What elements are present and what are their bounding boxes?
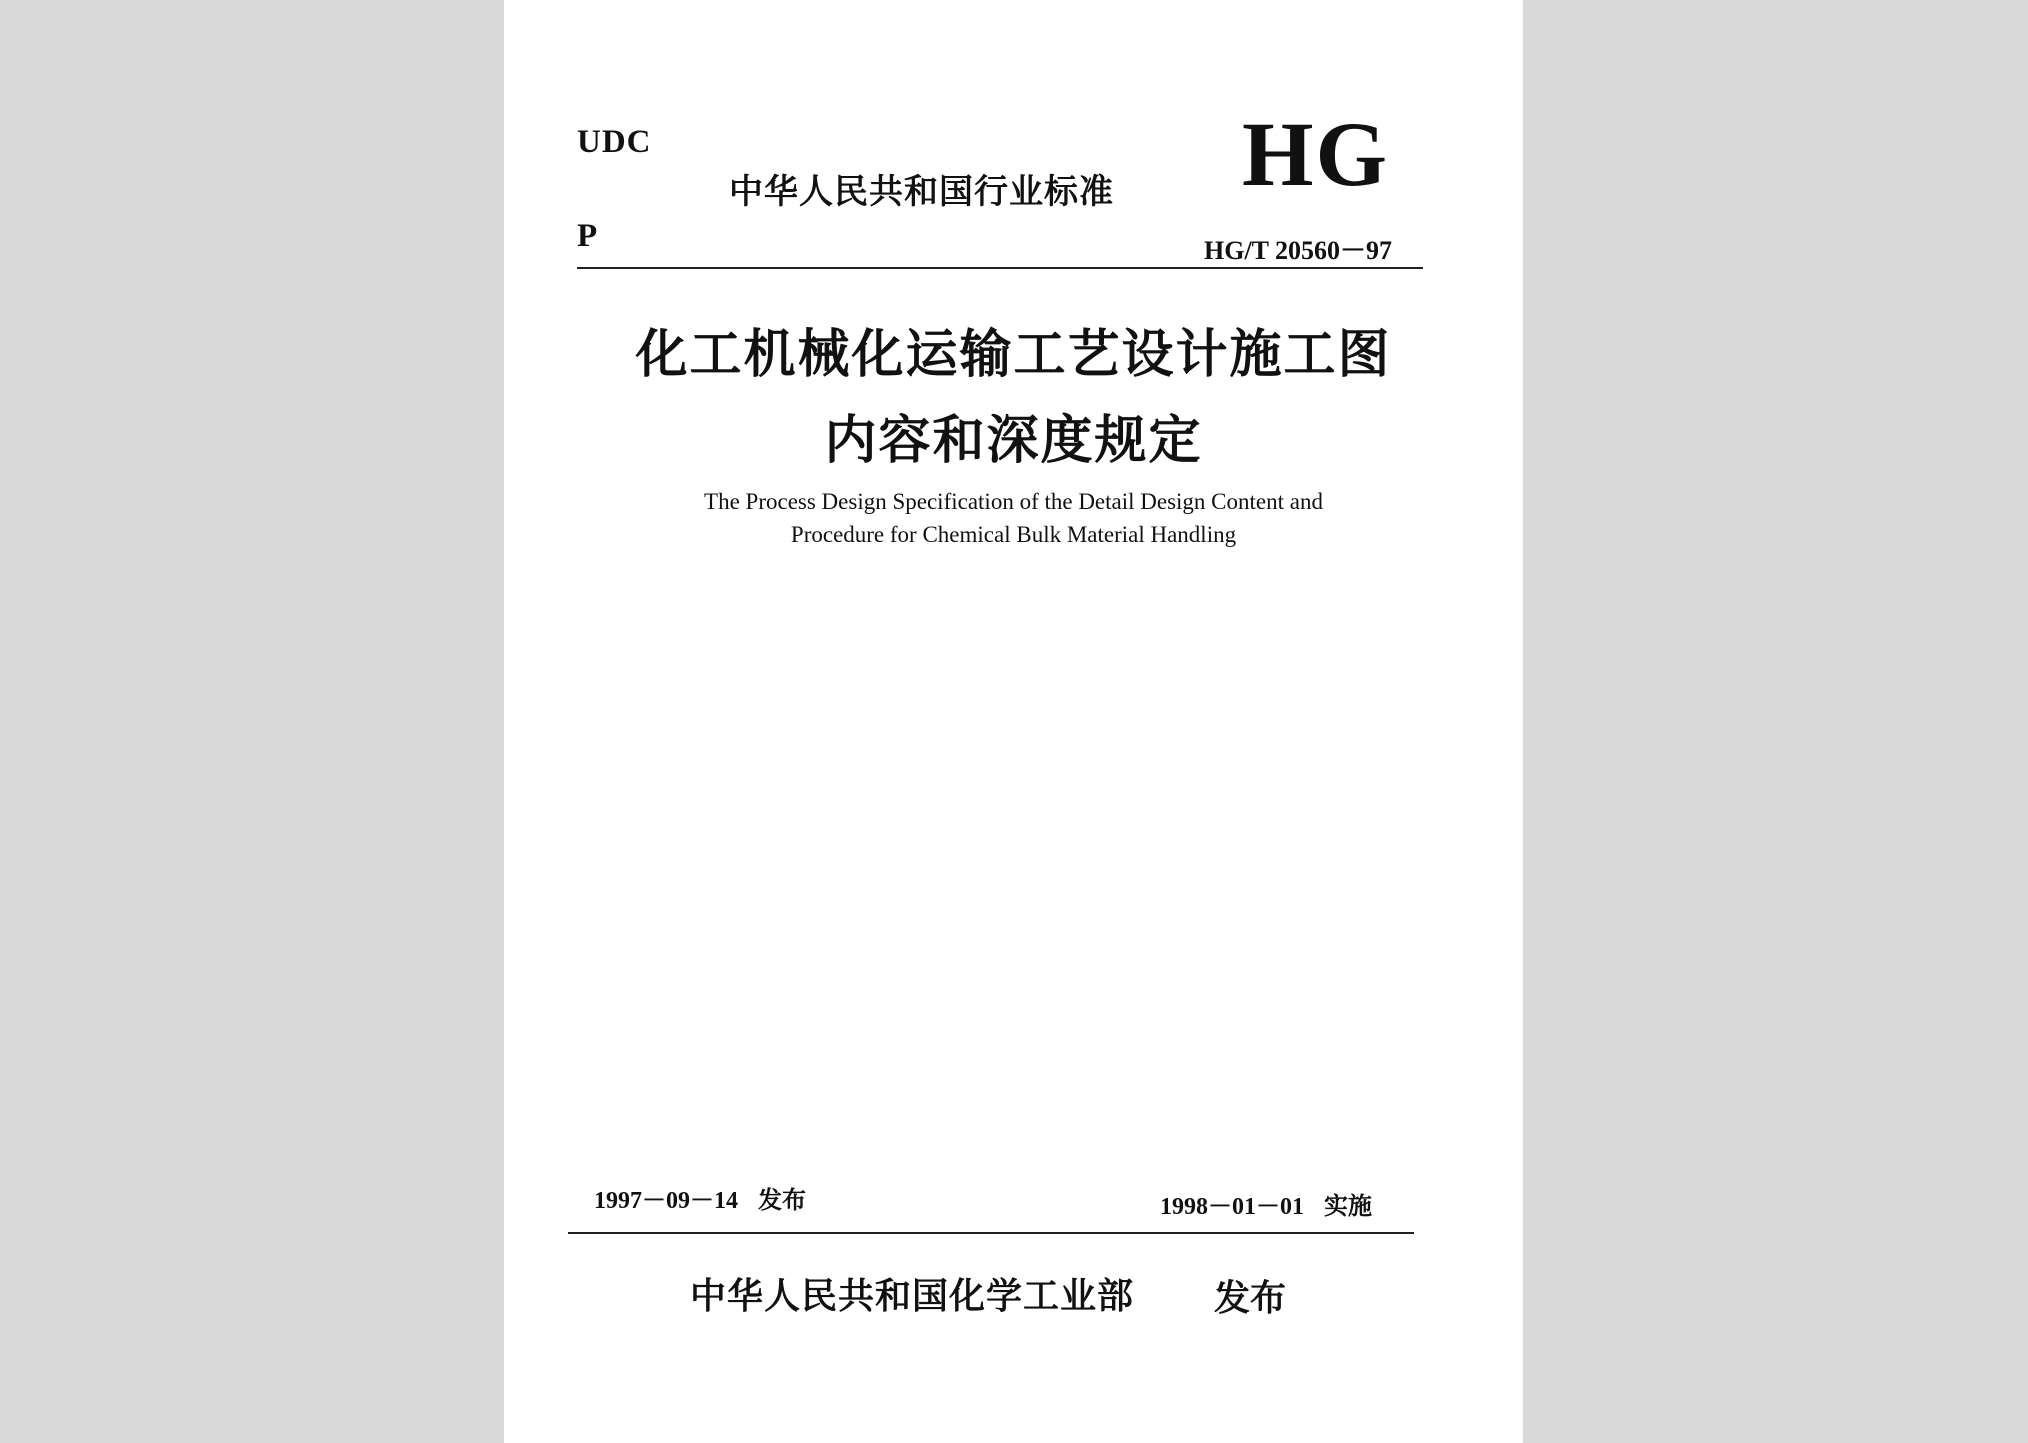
title-en-line1: The Process Design Specification of the Detail Design Content and [704, 489, 1323, 514]
title-en-line2: Procedure for Chemical Bulk Material Handling [790, 522, 1237, 547]
publish-label: 发布 [1214, 1278, 1287, 1319]
udc-label: UDC [577, 124, 652, 160]
implement-date: 1998－01－01 [1160, 1194, 1304, 1220]
document-page [504, 0, 1523, 1443]
title-cn-line1: 化工机械化运输工艺设计施工图 [635, 325, 1392, 385]
classification-code: P [577, 218, 598, 254]
hg-logo: HG [1242, 103, 1390, 205]
publisher: 中华人民共和国化学工业部 [690, 1276, 1135, 1317]
standard-type: 中华人民共和国行业标准 [729, 172, 1114, 212]
implement-info [1160, 1186, 1372, 1221]
top-divider [577, 267, 1423, 269]
issue-date: 1997－09－14 [594, 1188, 738, 1214]
implement-label: 实施 [1324, 1192, 1372, 1220]
bottom-divider [568, 1232, 1414, 1234]
issue-label: 发布 [758, 1186, 806, 1214]
issue-info [594, 1180, 806, 1215]
title-cn-line2: 内容和深度规定 [824, 411, 1203, 471]
standard-code: HG/T 20560－97 [1204, 236, 1393, 265]
